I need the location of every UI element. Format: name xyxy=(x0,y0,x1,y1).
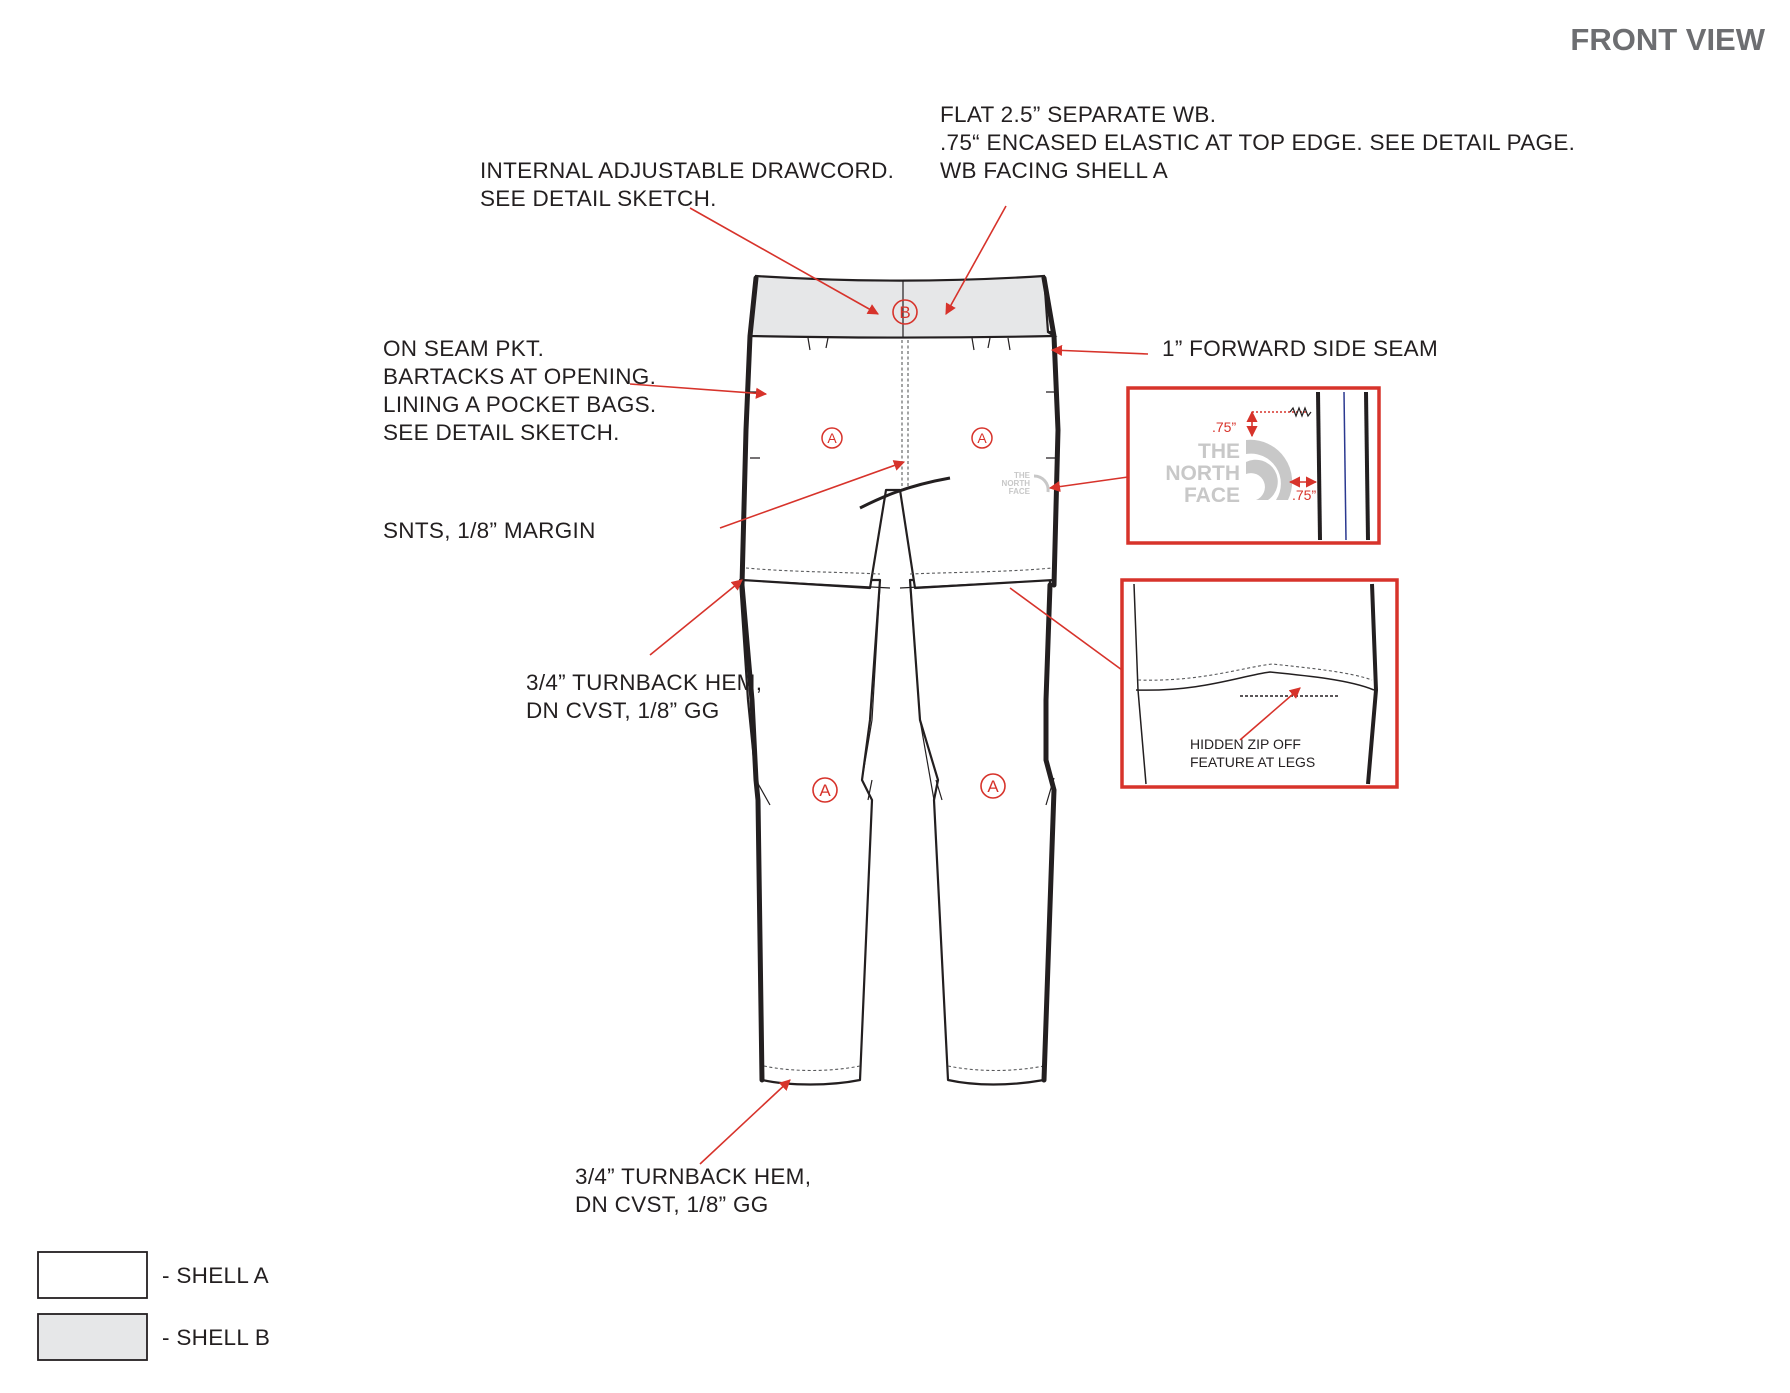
logo-line3: FACE xyxy=(1183,484,1240,507)
callout-zip-hem-line1: 3/4” TURNBACK HEM, xyxy=(526,670,763,695)
marker-b-label: B xyxy=(899,303,911,322)
logo-line1: THE xyxy=(1198,440,1240,463)
callout-drawcord-line2: SEE DETAIL SKETCH. xyxy=(480,186,717,211)
detail-logo-seam-right xyxy=(1366,392,1368,540)
dim-side-label: .75” xyxy=(1292,487,1317,503)
legend-swatch-shell-a xyxy=(38,1252,147,1298)
marker-a-label: A xyxy=(819,781,831,800)
callout-waistband-line1: FLAT 2.5” SEPARATE WB. xyxy=(940,102,1217,127)
callout-leg-hem-line2: DN CVST, 1/8” GG xyxy=(575,1192,769,1217)
marker-a-label: A xyxy=(827,430,837,446)
legend-label-shell-a: - SHELL A xyxy=(162,1263,269,1288)
logo-line2: NORTH xyxy=(1165,462,1240,485)
callout-pocket-line2: BARTACKS AT OPENING. xyxy=(383,364,657,389)
leader-detail-logo xyxy=(1050,477,1128,488)
marker-a-label: A xyxy=(977,430,987,446)
detail-logo-box xyxy=(1128,388,1379,543)
shorts-body xyxy=(742,332,1058,588)
pants-sketch xyxy=(740,276,1058,1085)
logo-small-line2: NORTH xyxy=(1001,479,1030,488)
callout-waistband-line3: WB FACING SHELL A xyxy=(940,158,1169,183)
right-leg xyxy=(910,580,1054,1085)
callout-drawcord-line1: INTERNAL ADJUSTABLE DRAWCORD. xyxy=(480,158,895,183)
callout-waistband-line2: .75“ ENCASED ELASTIC AT TOP EDGE. SEE DETAIL PAGE. xyxy=(940,130,1576,155)
logo-small-line3: FACE xyxy=(1008,487,1030,496)
leader-leg-hem xyxy=(700,1080,790,1164)
detail-logo-seam-left xyxy=(1318,392,1320,540)
marker-a-label: A xyxy=(987,777,999,796)
detail-zip-box xyxy=(1122,580,1397,787)
callout-zip-hem-line2: DN CVST, 1/8” GG xyxy=(526,698,720,723)
detail-zip-line1: HIDDEN ZIP OFF xyxy=(1190,736,1301,752)
callout-side-seam-text: 1” FORWARD SIDE SEAM xyxy=(1162,336,1439,361)
view-title: FRONT VIEW xyxy=(1570,22,1765,57)
callout-snts-text: SNTS, 1/8” MARGIN xyxy=(383,518,596,543)
callout-zip-hem xyxy=(526,580,762,723)
callout-pocket-line1: ON SEAM PKT. xyxy=(383,336,545,361)
callout-pocket-line4: SEE DETAIL SKETCH. xyxy=(383,420,620,445)
callout-pocket-line3: LINING A POCKET BAGS. xyxy=(383,392,657,417)
leader-zip-hem xyxy=(650,580,742,655)
callout-side-seam xyxy=(1052,336,1438,361)
callout-leg-hem xyxy=(575,1080,811,1217)
legend-swatch-shell-b xyxy=(38,1314,147,1360)
leader-side-seam xyxy=(1052,350,1148,354)
legend xyxy=(38,1252,270,1360)
logo-small-line1: THE xyxy=(1014,471,1030,480)
detail-zip-line2: FEATURE AT LEGS xyxy=(1190,754,1316,770)
callout-leg-hem-line1: 3/4” TURNBACK HEM, xyxy=(575,1164,812,1189)
dim-top-label: .75” xyxy=(1212,419,1237,435)
callout-pocket xyxy=(383,336,766,445)
legend-label-shell-b: - SHELL B xyxy=(162,1325,271,1350)
